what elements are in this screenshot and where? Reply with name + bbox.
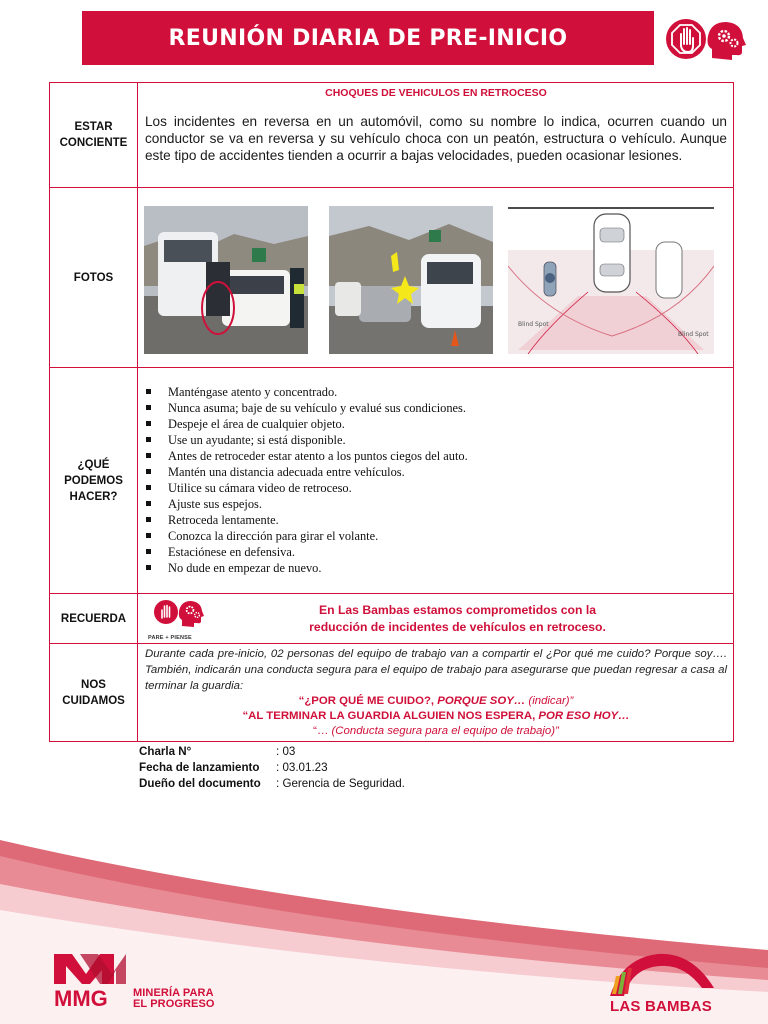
mmg-tagline-line: EL PROGRESO [133,998,215,1010]
care-question-part: (Conducta segura para el equipo de trabajo)” [331,725,559,737]
briefing-table [49,82,734,742]
actions-cell [138,368,733,593]
commitment-text [212,602,733,636]
care-question-part: (indicar)” [528,695,574,707]
list-item: Mantén una distancia adecuada entre vehículos. [146,464,733,480]
list-item: Ajuste sus espejos. [146,496,733,512]
photo-blind-spot-diagram [508,206,714,354]
meta-label: Fecha de lanzamiento [139,761,260,774]
document-metadata [139,744,405,792]
photo-reversing-van [329,206,493,354]
care-question-2 [145,709,727,724]
care-cell [138,644,733,741]
lasbambas-wordmark: LAS BAMBAS [610,998,712,1015]
meta-value: : 03 [276,745,296,758]
care-question-part: POR ESO HOY… [538,710,630,722]
lasbambas-logo-icon [602,948,722,1000]
list-item: Estaciónese en defensiva. [146,544,733,560]
row-label: ESTAR CONCIENTE [50,83,138,187]
row-recuerda [50,593,733,643]
list-item: Manténgase atento y concentrado. [146,384,733,400]
commitment-line: En Las Bambas estamos comprometidos con la [318,602,596,617]
row-estar-conciente [50,83,733,187]
pare-piense-icon [140,596,212,634]
list-item: Despeje el área de cualquier objeto. [146,416,733,432]
mmg-tagline-line: MINERÍA PARA [133,987,214,999]
photos-cell [138,188,733,367]
care-question-part: “AL TERMINAR LA GUARDIA ALGUIEN NOS ESPERA, [242,710,536,722]
care-question-part: “… [313,725,329,737]
actions-list [138,368,733,576]
mmg-tagline [133,988,215,1010]
care-question-part: PORQUE SOY… [437,695,526,707]
list-item: No dude en empezar de nuevo. [146,560,733,576]
pare-piense-logo [140,596,212,642]
care-question-part: “¿POR QUÉ ME CUIDO?, [298,695,435,707]
list-item: Use un ayudante; si está disponible. [146,432,733,448]
topic-description: Los incidentes en reversa en un automóvil, como su nombre lo indica, ocurren cuando un conductor se va en reversa y su vehículo choca con un peatón, estructura o vehículo. Aunque este tipo de accidentes tienden a ocurrir a bajas velocidades, pueden ocasionar lesiones. [145,114,727,163]
topic-title: CHOQUES DE VEHICULOS EN RETROCESO [325,87,547,99]
meta-label: Charla N° [139,745,192,758]
row-content [138,83,733,187]
list-item: Conozca la dirección para girar el volante. [146,528,733,544]
commitment-line: reducción de incidentes de vehículos en retroceso. [309,619,606,634]
row-label: ¿QUÉ PODEMOS HACER? [50,368,138,593]
care-question-1 [145,694,727,709]
blind-spot-label: Blind Spot [678,331,709,338]
list-item: Retroceda lentamente. [146,512,733,528]
logo-caption: PARE + PIENSE [148,634,192,641]
meta-value: : 03.01.23 [276,761,328,774]
mmg-wordmark: MMG [54,986,108,1010]
care-question-3 [145,724,727,739]
pare-piense-icon [666,14,752,64]
row-fotos [50,187,733,367]
reminder-cell [138,594,733,643]
row-que-podemos-hacer [50,367,733,593]
meta-value: : Gerencia de Seguridad. [276,777,405,790]
row-label: FOTOS [50,188,138,367]
blind-spot-label: Blind Spot [518,321,549,328]
row-label: RECUERDA [50,594,138,643]
row-label: NOS CUIDAMOS [50,644,138,741]
list-item: Utilice su cámara video de retroceso. [146,480,733,496]
meta-label: Dueño del documento [139,777,261,790]
header-banner [82,11,654,65]
page-title: REUNIÓN DIARIA DE PRE-INICIO [168,25,568,51]
care-intro: Durante cada pre-inicio, 02 personas del equipo de trabajo van a compartir el ¿Por qué me cuido? Porque soy…. También, indicarán una conducta segura para el equipo de trabajo para asegurarse que puedan regresar a casa al terminar la guardia: [145,648,727,692]
list-item: Antes de retroceder estar atento a los puntos ciegos del auto. [146,448,733,464]
list-item: Nunca asuma; baje de su vehículo y evalué sus condiciones. [146,400,733,416]
photo-vehicle-collision [144,206,308,354]
row-nos-cuidamos [50,643,733,741]
